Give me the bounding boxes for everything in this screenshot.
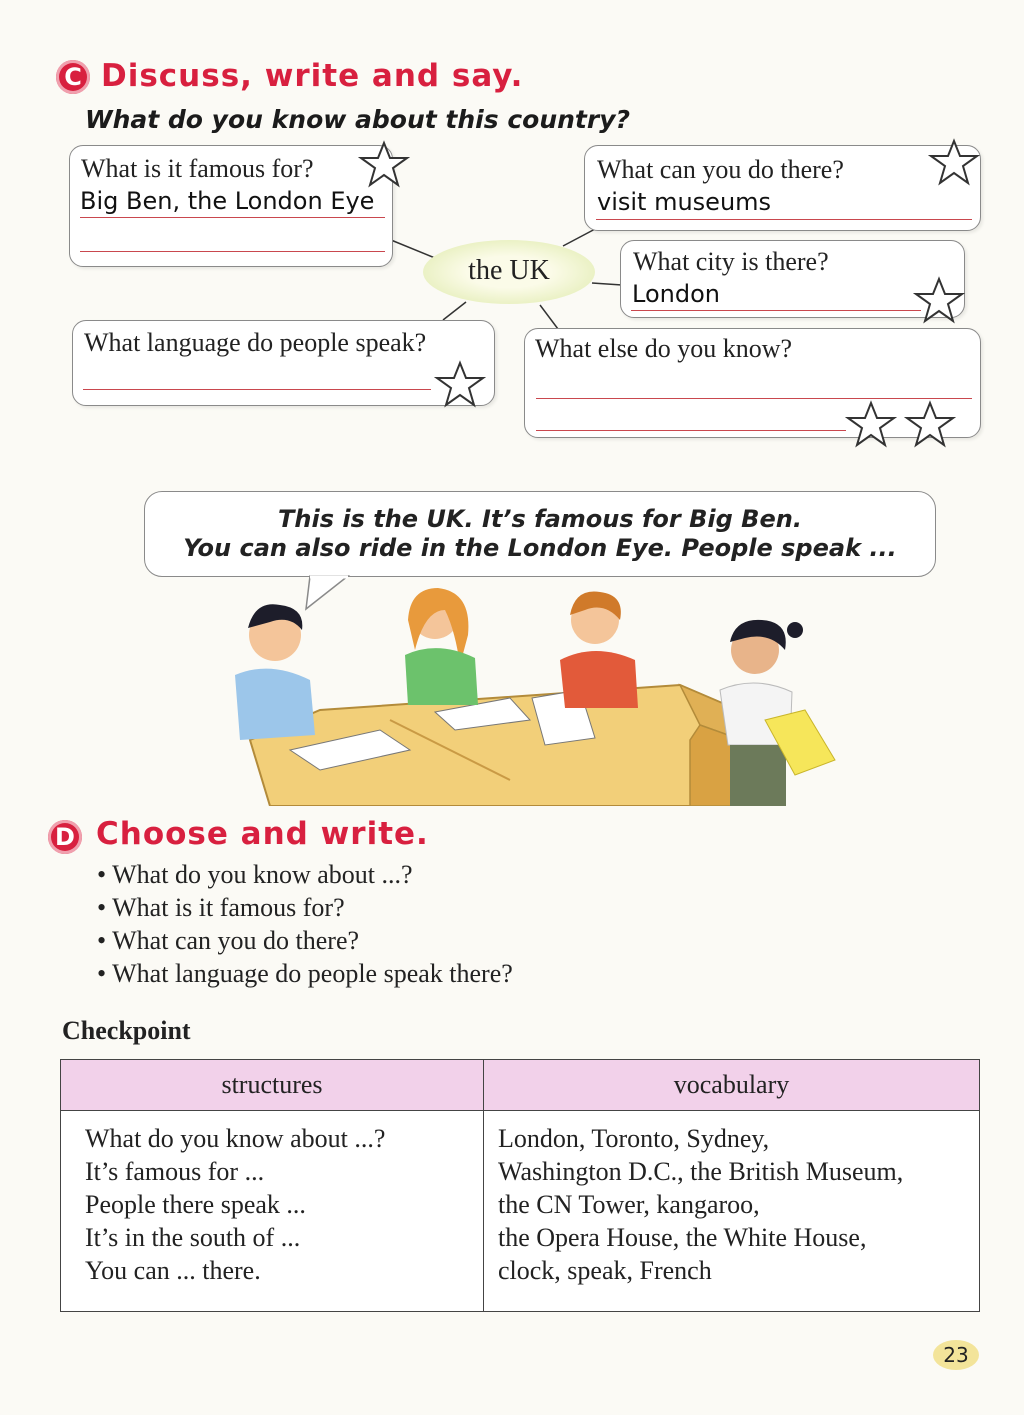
center-label: the UK bbox=[468, 255, 550, 286]
list-item: • What is it famous for? bbox=[97, 891, 513, 924]
column-header-structures: structures bbox=[61, 1060, 484, 1111]
checkpoint-table bbox=[60, 1059, 980, 1312]
structure-line: What do you know about ...? bbox=[85, 1124, 386, 1153]
list-item: • What do you know about ...? bbox=[97, 858, 513, 891]
section-c-subheading: What do you know about this country? bbox=[85, 105, 631, 134]
question-famous-for: What is it famous for? bbox=[81, 154, 314, 183]
question-city: What city is there? bbox=[633, 247, 829, 276]
structure-line: It’s famous for ... bbox=[85, 1157, 265, 1186]
answer-line[interactable] bbox=[83, 389, 431, 390]
vocabulary-line: clock, speak, French bbox=[498, 1256, 712, 1285]
star-icon bbox=[434, 360, 486, 410]
structure-line: It’s in the south of ... bbox=[85, 1223, 301, 1252]
answer-city[interactable]: London bbox=[632, 280, 720, 308]
section-d-heading: Choose and write. bbox=[96, 816, 429, 852]
list-item: • What can you do there? bbox=[97, 924, 513, 957]
checkpoint-title: Checkpoint bbox=[62, 1016, 191, 1045]
page-number: 23 bbox=[933, 1340, 979, 1370]
vocabulary-line: Washington D.C., the British Museum, bbox=[498, 1157, 904, 1186]
section-d-badge: D bbox=[48, 820, 82, 854]
question-else: What else do you know? bbox=[535, 334, 793, 363]
mind-map-center bbox=[423, 240, 595, 304]
speech-line-2: You can also ride in the London Eye. People speak ... bbox=[183, 534, 897, 562]
vocabulary-line: the Opera House, the White House, bbox=[498, 1223, 867, 1252]
speech-bubble bbox=[144, 491, 936, 577]
answer-can-do[interactable]: visit museums bbox=[597, 188, 772, 216]
answer-line bbox=[80, 251, 385, 252]
answer-line bbox=[596, 219, 972, 220]
list-item: • What language do people speak there? bbox=[97, 957, 513, 990]
section-c-badge: C bbox=[56, 60, 90, 94]
answer-line bbox=[80, 217, 385, 218]
question-language: What language do people speak? bbox=[84, 328, 427, 357]
answer-line[interactable] bbox=[536, 398, 972, 399]
star-icon bbox=[358, 140, 410, 190]
structures-cell bbox=[61, 1111, 484, 1312]
section-d-bullets bbox=[97, 858, 513, 990]
speech-line-1: This is the UK. It’s famous for Big Ben. bbox=[278, 505, 802, 533]
answer-line[interactable] bbox=[536, 430, 846, 431]
vocabulary-cell bbox=[484, 1111, 980, 1312]
answer-line bbox=[631, 310, 921, 311]
star-icon bbox=[928, 138, 980, 188]
structure-line: People there speak ... bbox=[85, 1190, 306, 1219]
vocabulary-line: London, Toronto, Sydney, bbox=[498, 1124, 770, 1153]
answer-famous-for[interactable]: Big Ben, the London Eye bbox=[80, 187, 375, 215]
structure-line: You can ... there. bbox=[85, 1256, 261, 1285]
vocabulary-line: the CN Tower, kangaroo, bbox=[498, 1190, 760, 1219]
question-can-do: What can you do there? bbox=[597, 155, 844, 184]
column-header-vocabulary: vocabulary bbox=[484, 1060, 980, 1111]
star-icon bbox=[913, 276, 965, 326]
star-icon bbox=[904, 400, 956, 450]
children-illustration bbox=[210, 580, 850, 806]
star-icon bbox=[845, 400, 897, 450]
section-c-heading: Discuss, write and say. bbox=[101, 58, 524, 94]
